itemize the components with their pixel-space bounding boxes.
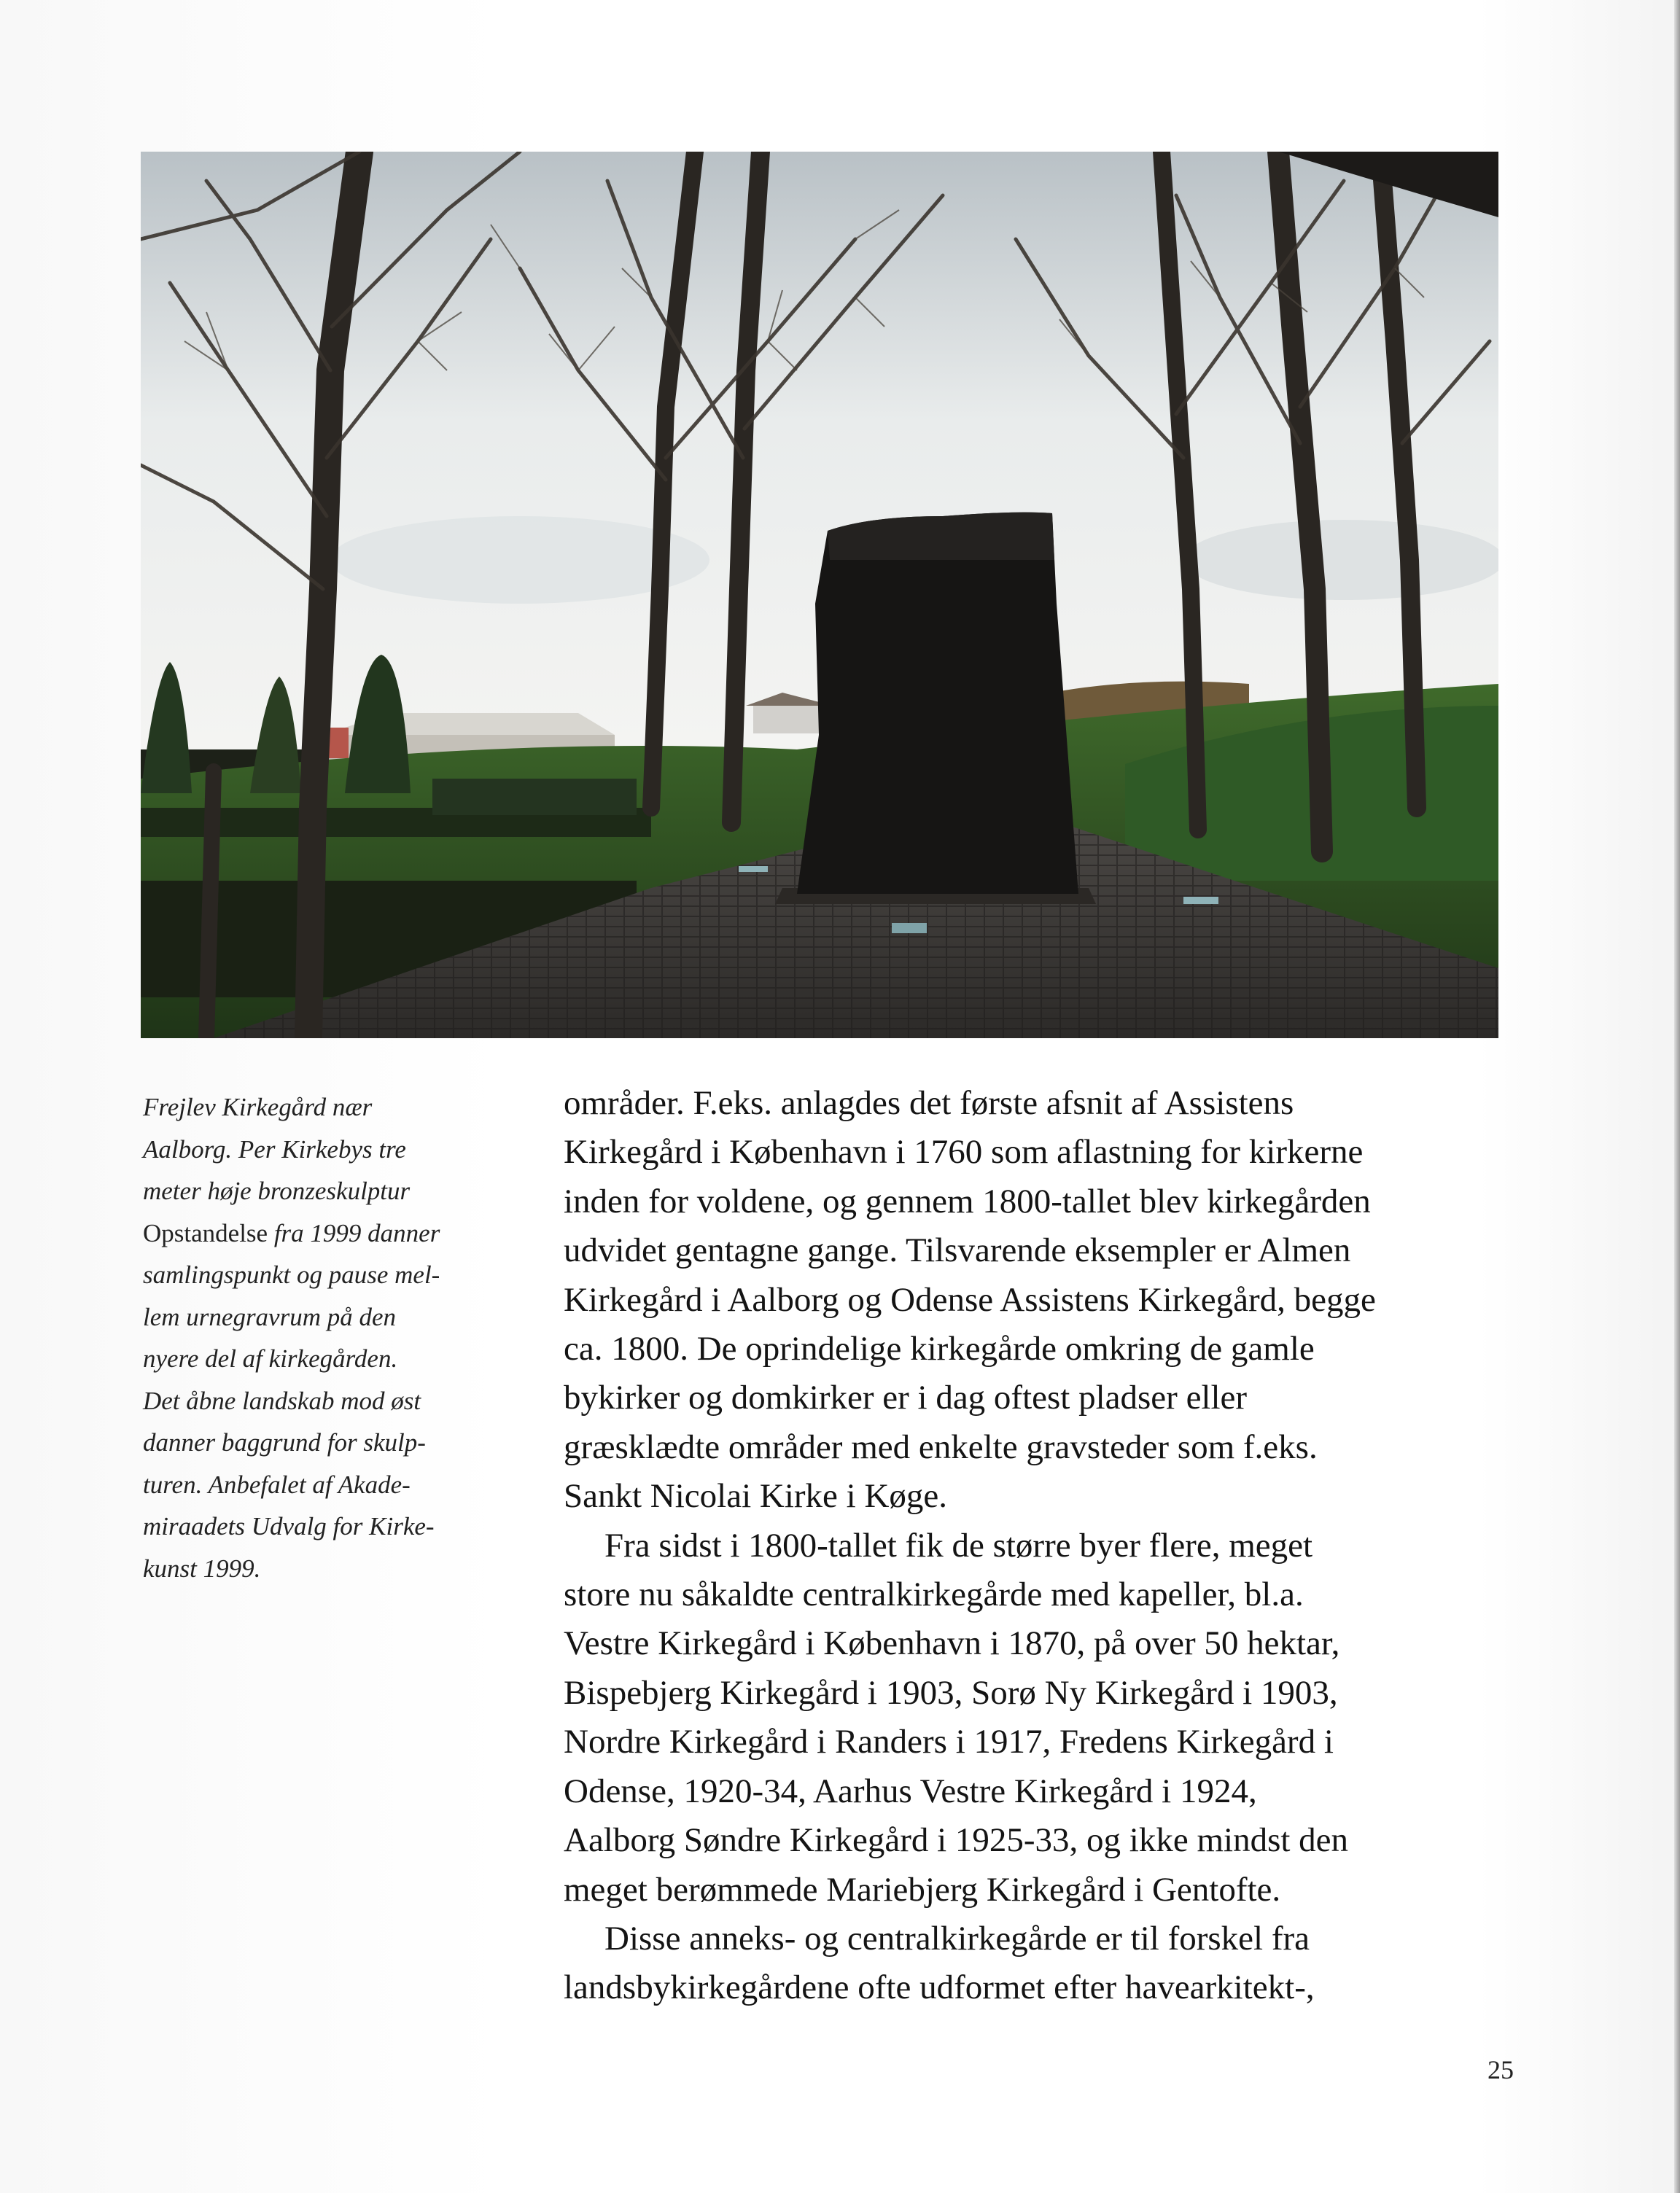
caption-line: kunst 1999. (143, 1554, 261, 1583)
text-line: områder. F.eks. anlagdes det første afsnit af Assistens (564, 1084, 1294, 1122)
text-line: Bispebjerg Kirkegård i 1903, Sorø Ny Kirkegård i 1903, (564, 1673, 1338, 1712)
paragraph-1 (564, 1079, 1508, 1522)
caption-line: Det åbne landskab mod øst (143, 1386, 421, 1415)
caption-line: miraadets Udvalg for Kirke- (143, 1512, 435, 1540)
caption-line-text: fra 1999 danner (268, 1218, 440, 1247)
sculpture-scene-illustration (141, 152, 1498, 1038)
body-text (564, 1079, 1508, 2013)
paragraph-3 (564, 1915, 1508, 2013)
text-line: bykirker og domkirker er i dag oftest pladser eller (564, 1379, 1248, 1417)
text-line: Kirkegård i København i 1760 som aflastning for kirkerne (564, 1133, 1364, 1172)
text-line: Vestre Kirkegård i København i 1870, på over 50 hektar, (564, 1624, 1340, 1663)
page-number: 25 (1488, 2055, 1514, 2084)
caption-line: Aalborg. Per Kirkebys tre (143, 1134, 406, 1164)
text-line: inden for voldene, og gennem 1800-tallet blev kirkegården (564, 1182, 1371, 1220)
caption-line (143, 1212, 522, 1255)
page-edge (1674, 0, 1680, 2193)
caption-line: samlingspunkt og pause mel- (143, 1261, 440, 1289)
photo-caption (143, 1086, 522, 1589)
text-line: Kirkegård i Aalborg og Odense Assistens Kirkegård, begge (564, 1280, 1376, 1319)
caption-line: turen. Anbefalet af Akade- (143, 1470, 411, 1499)
caption-line: nyere del af kirkegården. (143, 1344, 398, 1373)
text-line: udvidet gentagne gange. Tilsvarende eksempler er Almen (564, 1231, 1351, 1270)
paragraph-2 (564, 1522, 1508, 1915)
caption-line: Frejlev Kirkegård nær (143, 1093, 373, 1121)
text-line: Nordre Kirkegård i Randers i 1917, Fredens Kirkegård i (564, 1723, 1334, 1761)
caption-line: meter høje bronzeskulptur (143, 1177, 411, 1205)
text-line: landsbykirkegårdene ofte udformet efter havearkitekt-, (564, 1968, 1315, 2007)
text-line: Fra sidst i 1800-tallet fik de større byer flere, meget (604, 1526, 1313, 1565)
text-line: Sankt Nicolai Kirke i Køge. (564, 1477, 948, 1516)
text-line: Aalborg Søndre Kirkegård i 1925-33, og ikke mindst den (564, 1821, 1349, 1860)
caption-line: danner baggrund for skulp- (143, 1428, 426, 1457)
text-line: græsklædte områder med enkelte gravsteder som f.eks. (564, 1427, 1318, 1466)
text-line: meget berømmede Mariebjerg Kirkegård i Gentofte. (564, 1870, 1281, 1909)
caption-line: lem urnegravrum på den (143, 1302, 397, 1331)
artwork-title: Opstandelse (143, 1218, 268, 1247)
text-line: Odense, 1920-34, Aarhus Vestre Kirkegård i 1924, (564, 1772, 1257, 1810)
cemetery-photograph (141, 152, 1498, 1038)
text-line: Disse anneks- og centralkirkegårde er til forskel fra (604, 1919, 1310, 1958)
text-line: store nu såkaldte centralkirkegårde med kapeller, bl.a. (564, 1575, 1304, 1614)
text-line: ca. 1800. De oprindelige kirkegårde omkring de gamle (564, 1330, 1315, 1368)
